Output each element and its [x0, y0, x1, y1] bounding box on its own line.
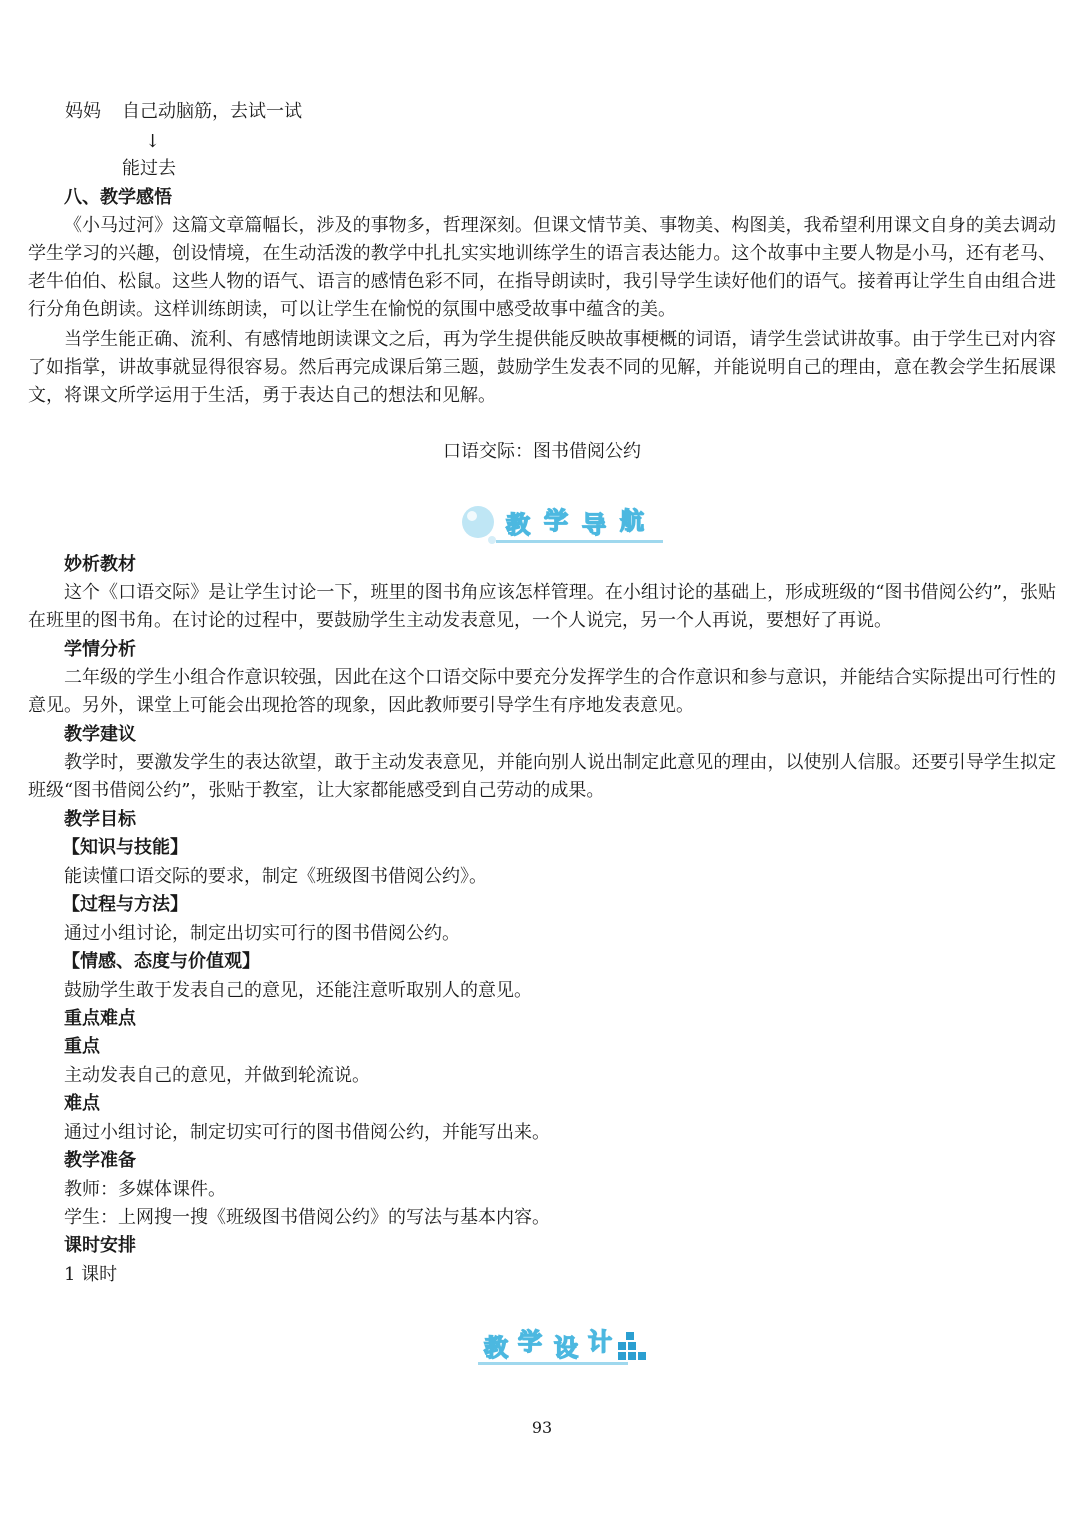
subheading: 【情感、态度与价值观】	[62, 951, 260, 972]
banner-char: 导	[582, 511, 606, 539]
flow-left: 妈妈	[65, 101, 101, 122]
down-arrow-icon: ↓	[145, 131, 161, 152]
text-line: 通过小组讨论，制定出切实可行的图书借阅公约。	[64, 923, 460, 944]
text-line: 教师：多媒体课件。	[64, 1179, 226, 1200]
banner-teaching-guide	[458, 500, 668, 550]
subheading: 重点	[64, 1036, 100, 1057]
text-line: 主动发表自己的意见，并做到轮流说。	[64, 1065, 370, 1086]
banner-char: 学	[518, 1328, 542, 1356]
subheading: 【过程与方法】	[62, 894, 188, 915]
paragraph: 《小马过河》这篇文章篇幅长，涉及的事物多，哲理深刻。但课文情节美、事物美、构图美，我希望利用课文自身的美去调动学生学习的兴趣，创设情境，在生动活泼的教学中扎扎实实地训练学生的语言表达能力。这个故事中主要人物是小马，还有老马、老牛伯伯、松鼠。这些人物的语气、语言的感情色彩不同，在指导朗读时，我引导学生读好他们的语气。接着再让学生自由组合进行分角色朗读。这样训练朗读，可以让学生在愉悦的氛围中感受故事中蕴含的美。	[28, 215, 1056, 320]
lesson-title: 口语交际：图书借阅公约	[443, 441, 641, 462]
text-line: 通过小组讨论，制定切实可行的图书借阅公约，并能写出来。	[64, 1122, 550, 1143]
banner-char: 计	[588, 1328, 612, 1356]
text-line: 能读懂口语交际的要求，制定《班级图书借阅公约》。	[64, 866, 487, 887]
text-line: 鼓励学生敢于发表自己的意见，还能注意听取别人的意见。	[64, 980, 532, 1001]
section-heading: 课时安排	[64, 1235, 136, 1256]
section-heading: 学情分析	[64, 639, 136, 660]
text-line: 学生：上网搜一搜《班级图书借阅公约》的写法与基本内容。	[64, 1207, 550, 1228]
blocks-icon	[618, 1332, 646, 1360]
document-page	[28, 0, 1056, 1527]
page-number: 93	[531, 1418, 553, 1437]
text-line: 1 课时	[64, 1264, 118, 1285]
section-heading: 八、教学感悟	[64, 187, 172, 208]
subheading: 【知识与技能】	[62, 837, 188, 858]
section-heading: 妙析教材	[64, 554, 136, 575]
section-heading: 教学目标	[64, 809, 136, 830]
section-heading: 教学准备	[64, 1150, 136, 1171]
paragraph: 二年级的学生小组合作意识较强，因此在这个口语交际中要充分发挥学生的合作意识和参与意识，并能结合实际提出可行性的意见。另外，课堂上可能会出现抢答的现象，因此教师要引导学生有序地发表意见。	[28, 667, 1056, 716]
banner-char: 教	[484, 1334, 508, 1362]
flow-right: 自己动脑筋，去试一试	[122, 101, 302, 122]
banner-teaching-design	[478, 1320, 648, 1370]
paragraph: 当学生能正确、流利、有感情地朗读课文之后，再为学生提供能反映故事梗概的词语，请学生尝试讲故事。由于学生已对内容了如指掌，讲故事就显得很容易。然后再完成课后第三题，鼓励学生发表不同的见解，并能说明自己的理由，意在教会学生拓展课文，将课文所学运用于生活，勇于表达自己的想法和见解。	[28, 329, 1056, 406]
banner-char: 教	[506, 511, 530, 539]
banner-char: 设	[554, 1334, 578, 1362]
flow-result: 能过去	[122, 158, 176, 179]
paragraph: 这个《口语交际》是让学生讨论一下，班里的图书角应该怎样管理。在小组讨论的基础上，形成班级的“图书借阅公约”，张贴在班里的图书角。在讨论的过程中，要鼓励学生主动发表意见，一个人说完，另一个人再说，要想好了再说。	[28, 582, 1056, 631]
section-heading: 重点难点	[64, 1008, 136, 1029]
paragraph: 教学时，要激发学生的表达欲望，敢于主动发表意见，并能向别人说出制定此意见的理由，以使别人信服。还要引导学生拟定班级“图书借阅公约”，张贴于教室，让大家都能感受到自己劳动的成果。	[28, 752, 1056, 801]
banner-char: 航	[620, 507, 644, 535]
bubble-icon	[462, 506, 494, 538]
section-heading: 教学建议	[64, 724, 136, 745]
banner-char: 学	[544, 507, 568, 535]
subheading: 难点	[64, 1093, 100, 1114]
